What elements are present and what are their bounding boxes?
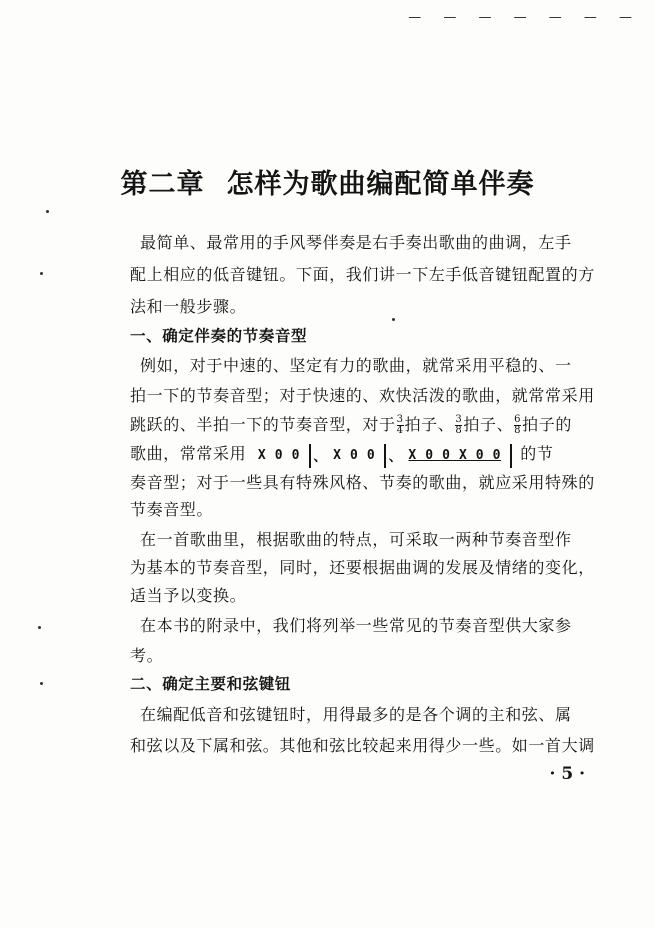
- beat-word-1: 拍子: [404, 415, 438, 434]
- page-number: · 5 ·: [549, 764, 585, 784]
- s1-p1-line-4-end: 的节: [520, 444, 554, 463]
- meter-3-8: $\frac{3}{8}$: [455, 414, 463, 436]
- header-dashes: — — — — — — —: [408, 10, 641, 25]
- s1-p2-line-1: 在一首歌曲里，根据歌曲的特点，可采取一两种节奏音型作: [140, 530, 572, 549]
- s1-p1-line-5: 奏音型；对于一些具有特殊风格、节奏的歌曲，就应采用特殊的: [130, 473, 595, 492]
- bar-line: [510, 444, 512, 468]
- s1-p1-line-1: 例如，对于中速的、坚定有力的歌曲，就常采用平稳的、一: [140, 356, 572, 375]
- intro-line-3: 法和一般步骤。: [130, 297, 247, 316]
- scan-speck: [392, 318, 395, 321]
- s2-line-2: 和弦以及下属和弦。其他和弦比较起来用得少一些。如一首大调: [130, 736, 595, 755]
- rhythm-pattern-3: X 0 0 X 0 0: [408, 448, 502, 463]
- s1-p1-line-4: [130, 441, 600, 468]
- scan-speck: [46, 210, 49, 213]
- s1-p2-line-3: 适当予以变换。: [130, 586, 247, 605]
- bar-line: [309, 444, 311, 468]
- scan-speck: [38, 626, 41, 629]
- section-2-heading: 二、确定主要和弦键钮: [130, 675, 292, 693]
- chapter-number: 第二章: [120, 169, 205, 200]
- rhythm-pattern-1: X 0 0: [257, 448, 301, 463]
- intro-line-1: 最简单、最常用的手风琴伴奏是右手奏出歌曲的曲调，左手: [140, 233, 572, 252]
- meter-3-4: $\frac{3}{4}$: [396, 414, 404, 436]
- meter-6-8: $\frac{6}{8}$: [514, 414, 522, 436]
- rhythm-pattern-2: X 0 0: [333, 448, 376, 463]
- intro-line-2: 配上相应的低音键钮。下面，我们讲一下左手低音键钮配置的方: [130, 265, 595, 284]
- s1-p1-line-3-text: 跳跃的、半拍一下的节奏音型，对于: [130, 415, 396, 434]
- beat-word-2: 拍子: [463, 415, 497, 434]
- scan-speck: [40, 682, 43, 685]
- s1-p1-line-4-text: 歌曲，常常采用: [130, 444, 247, 463]
- scan-speck: [40, 272, 43, 275]
- section-1-heading: 一、确定伴奏的节奏音型: [130, 327, 308, 345]
- rhythm-notation: X 0 0 、 X 0 0 、 X 0 0 X 0 0: [252, 444, 515, 468]
- chapter-title: [0, 162, 655, 201]
- s1-p3-line-1: 在本书的附录中，我们将列举一些常见的节奏音型供大家参: [140, 616, 572, 635]
- bar-line: [384, 444, 386, 468]
- s1-p1-line-6: 节奏音型。: [130, 500, 214, 519]
- s1-p3-line-2: 考。: [130, 646, 164, 665]
- beat-word-3: 拍子: [522, 415, 556, 434]
- s1-p2-line-2: 为基本的节奏音型，同时，还要根据曲调的发展及情绪的变化，: [130, 558, 595, 577]
- chapter-heading: 怎样为歌曲编配简单伴奏: [226, 169, 535, 200]
- s1-p1-line-3: 跳跃的、半拍一下的节奏音型，对于 $\frac{3}{4}$ 拍子、 $\frac{3}{8}$ 拍子、 $\frac{6}{8}$ 拍子的: [130, 414, 572, 436]
- s1-p1-line-2: 拍一下的节奏音型；对于快速的、欢快活泼的歌曲，就常常采用: [130, 386, 595, 405]
- s2-line-1: 在编配低音和弦键钮时，用得最多的是各个调的主和弦、属: [140, 705, 572, 724]
